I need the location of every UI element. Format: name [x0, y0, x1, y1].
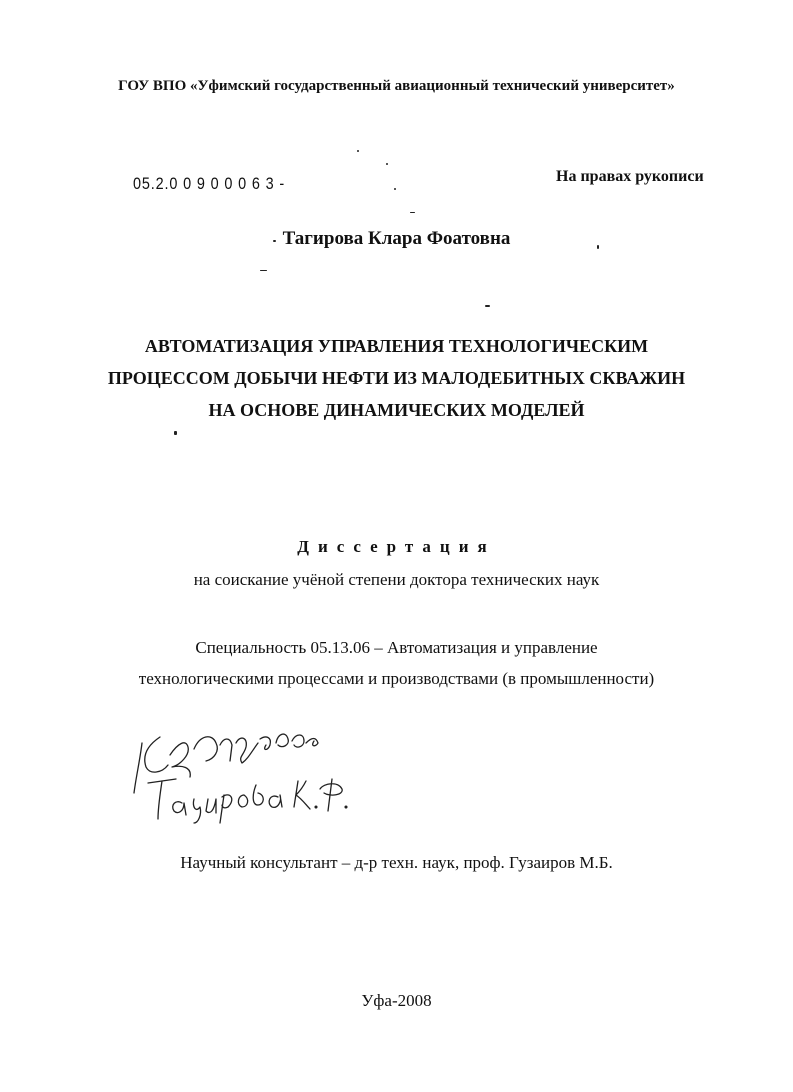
city-year: Уфа-2008 [361, 991, 432, 1010]
scan-speck [386, 163, 388, 165]
title-line: НА ОСНОВЕ ДИНАМИЧЕСКИХ МОДЕЛЕЙ [208, 400, 585, 420]
scan-speck [597, 245, 599, 249]
scan-speck [273, 240, 276, 242]
scan-speck [485, 305, 490, 307]
title-line: ПРОЦЕССОМ ДОБЫЧИ НЕФТИ ИЗ МАЛОДЕБИТНЫХ СКВАЖИН [107, 368, 686, 388]
scientific-advisor: Научный консультант – д-р техн. наук, проф. Гузаиров М.Б. [180, 853, 613, 872]
scan-speck [174, 431, 177, 435]
institution-name: ГОУ ВПО «Уфимский государственный авиационный технический университет» [118, 78, 675, 94]
degree-line: на соискание учёной степени доктора технических наук [193, 570, 600, 589]
dissertation-title [0, 330, 793, 426]
scan-speck [410, 212, 415, 213]
specialty [0, 632, 793, 694]
scan-speck [260, 270, 267, 271]
title-line: АВТОМАТИЗАЦИЯ УПРАВЛЕНИЯ ТЕХНОЛОГИЧЕСКИМ [144, 336, 649, 356]
author-name: Тагирова Клара Фоатовна [282, 228, 511, 249]
handwritten-signature [120, 715, 390, 830]
scan-speck [357, 150, 359, 152]
scan-speck [394, 188, 396, 190]
document-type: Диссертация [297, 537, 496, 556]
specialty-line: технологическими процессами и производствами (в промышленности) [138, 669, 655, 688]
rights-note: На правах рукописи [556, 168, 704, 185]
registration-number: 05.2.0 0 9 0 0 0 6 3 - [133, 174, 286, 193]
specialty-line: Специальность 05.13.06 – Автоматизация и управление [195, 638, 598, 657]
